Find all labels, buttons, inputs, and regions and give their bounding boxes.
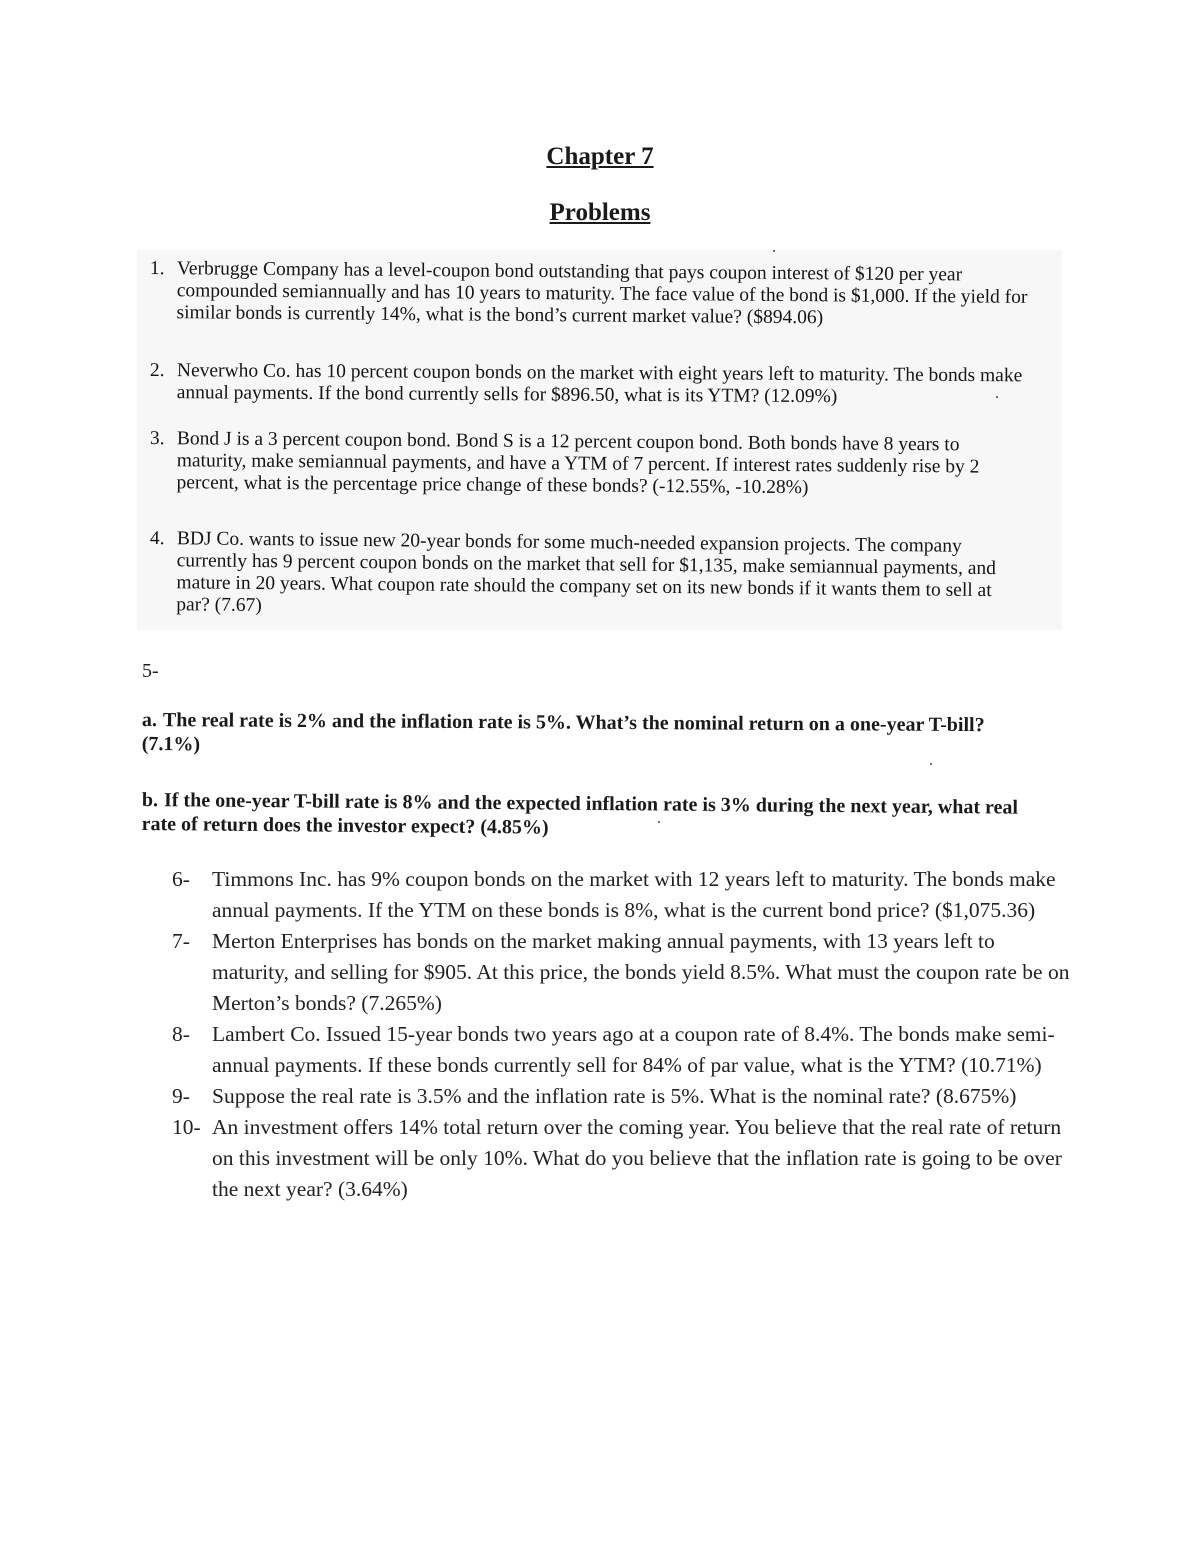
problem-number: 4.: [149, 528, 165, 550]
problem-number: 9-: [172, 1084, 190, 1108]
problem-text: Merton Enterprises has bonds on the market making annual payments, with 13 years left to maturity, and selling for $905. At this price, the bonds yield 8.5%. What must the coupon rate be on Merton’s bonds? (7.265%): [212, 929, 1070, 1015]
chapter-title: Chapter 7: [546, 143, 654, 170]
part-text: The real rate is 2% and the inflation rate is 5%. What’s the nominal return on a one-year T-bill? (7.1%): [141, 709, 985, 756]
problem-10: [172, 1112, 1072, 1205]
scan-speck: [773, 250, 775, 252]
problem-number: 2.: [149, 360, 165, 382]
problem-5a: [142, 708, 1032, 761]
problem-9: [172, 1081, 1072, 1112]
problem-text: Lambert Co. Issued 15-year bonds two years ago at a coupon rate of 8.4%. The bonds make semi-annual payments. If these bonds currently sell for 84% of par value, what is the YTM? (10.71%): [212, 1022, 1055, 1077]
problem-7: [172, 926, 1072, 1019]
problem-number: 7-: [172, 929, 190, 953]
problem-text: Verbrugge Company has a level-coupon bond outstanding that pays coupon interest of $120 per year compounded semiannually and has 10 years to maturity. The face value of the bond is $1,000. If the yield for similar bonds is currently 14%, what is the bond’s current market value? ($894.06): [176, 258, 1028, 329]
problems-heading: Problems: [549, 199, 651, 226]
problem-5-label: 5-: [142, 660, 159, 682]
scan-speck: [658, 821, 660, 823]
problem-2: [150, 360, 1030, 409]
problem-text: BDJ Co. wants to issue new 20-year bonds for some much-needed expansion projects. The company currently has 9 percent coupon bonds on the market that sell for $1,135, make semiannual payments, and mature in 20 years. What coupon rate should the company set on its new bonds if it wants them to sell at par? (7.67): [176, 528, 997, 617]
scan-speck: [930, 763, 932, 765]
problem-number: 3.: [149, 428, 165, 450]
problem-8: [172, 1019, 1072, 1081]
typed-problem-list: [172, 864, 1072, 1205]
problem-number: 1.: [149, 258, 165, 280]
problem-text: An investment offers 14% total return over the coming year. You believe that the real rate of return on this investment will be only 10%. What do you believe that the inflation rate is going to be over the next year? (3.64%): [212, 1115, 1062, 1201]
problem-number: 8-: [172, 1022, 190, 1046]
problem-text: Suppose the real rate is 3.5% and the inflation rate is 5%. What is the nominal rate? (8.675%): [212, 1084, 1017, 1108]
problem-6: [172, 864, 1072, 926]
problem-5b: [142, 788, 1042, 844]
scan-speck: [996, 396, 998, 398]
problem-4: [149, 528, 1030, 624]
problem-text: Timmons Inc. has 9% coupon bonds on the market with 12 years left to maturity. The bonds make annual payments. If the YTM on these bonds is 8%, what is the current bond price? ($1,075.36): [212, 867, 1056, 922]
part-text: If the one-year T-bill rate is 8% and the expected inflation rate is 3% during the next year, what real rate of return does the investor expect? (4.85%): [141, 789, 1019, 839]
problem-1: [149, 258, 1029, 331]
problem-number: 6-: [172, 867, 190, 891]
part-label: a.: [141, 709, 157, 732]
problem-number: 10-: [172, 1115, 201, 1139]
problem-3: [149, 428, 1029, 501]
part-label: b.: [141, 788, 159, 812]
problem-text: Neverwho Co. has 10 percent coupon bonds on the market with eight years left to maturity. The bonds make annual payments. If the bond currently sells for $896.50, what is its YTM? (12.09%): [176, 360, 1023, 408]
problem-text: Bond J is a 3 percent coupon bond. Bond S is a 12 percent coupon bond. Both bonds have 8 years to maturity, make semiannual payments, and have a YTM of 7 percent. If interest rates suddenly rise by 2 percent, what is the percentage price change of these bonds? (-12.55%, -10.28%): [176, 428, 980, 499]
